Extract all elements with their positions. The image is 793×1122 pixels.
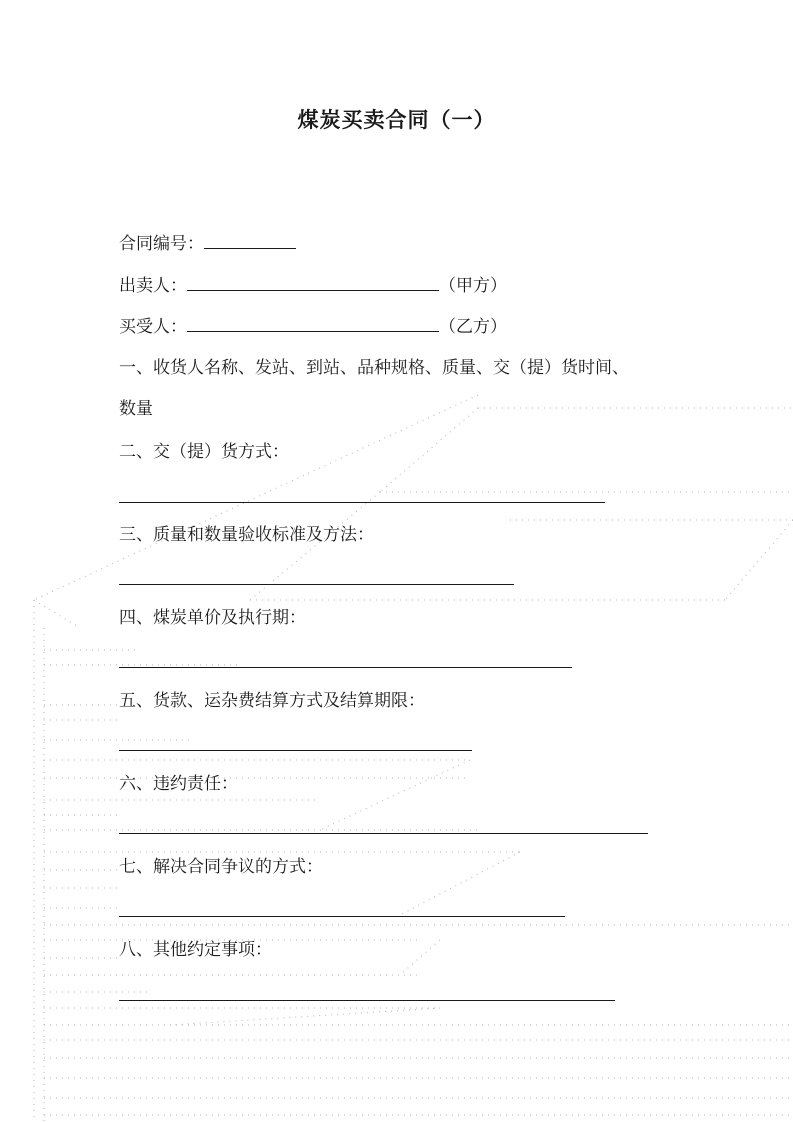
clause-3-answer-line[interactable] [119,584,514,585]
clause-7-heading: 七、解决合同争议的方式： [119,857,323,877]
seller-label: 出卖人： [119,276,187,296]
buyer-field[interactable] [187,317,439,332]
clause-7-answer-line[interactable] [119,916,565,917]
page-title: 煤炭买卖合同（一） [297,108,496,132]
buyer-label: 买受人： [119,317,187,337]
clause-1-line-1: 一、收货人名称、发站、到站、品种规格、质量、交（提）货时间、 [119,358,629,378]
clause-6-heading: 六、违约责任： [119,774,238,794]
clause-1-line-2: 数量 [119,399,153,419]
contract-number-row [119,234,296,254]
seller-row [119,276,507,296]
clause-6-answer-line[interactable] [119,833,648,834]
clause-5-heading: 五、货款、运杂费结算方式及结算期限： [119,691,425,711]
clause-3-heading: 三、质量和数量验收标准及方法： [119,525,374,545]
buyer-suffix: （乙方） [439,317,507,337]
clause-5-answer-line[interactable] [119,750,472,751]
contract-number-field[interactable] [204,234,296,249]
seller-suffix: （甲方） [439,276,507,296]
seller-field[interactable] [187,276,439,291]
clause-2-heading: 二、交（提）货方式： [119,442,289,462]
clause-2-answer-line[interactable] [119,502,605,503]
buyer-row [119,317,507,337]
clause-8-answer-line[interactable] [119,1000,615,1001]
clause-4-answer-line[interactable] [119,667,572,668]
clause-8-heading: 八、其他约定事项： [119,940,272,960]
clause-4-heading: 四、煤炭单价及执行期： [119,608,306,628]
contract-number-label: 合同编号： [119,234,204,254]
